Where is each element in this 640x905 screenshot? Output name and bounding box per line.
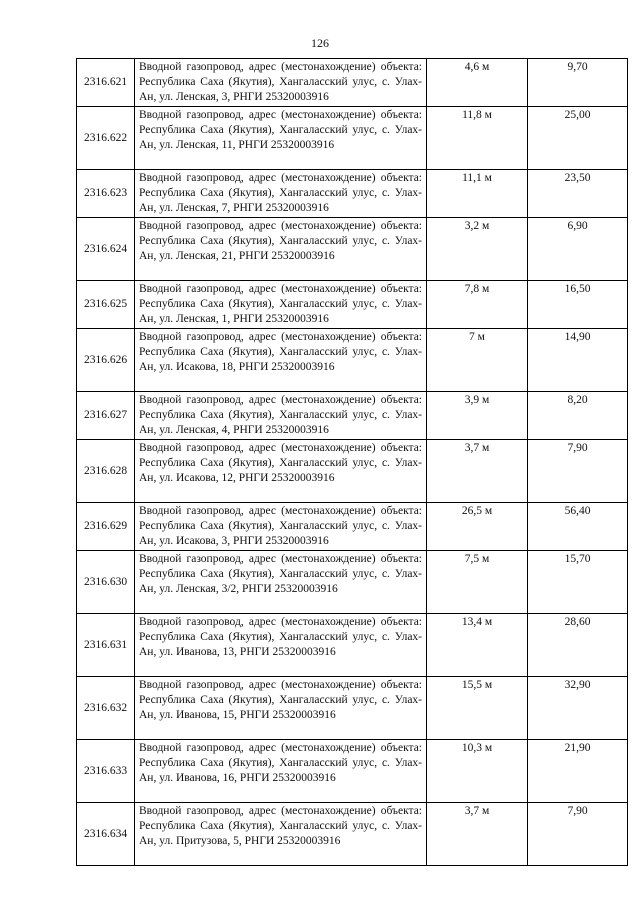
row-number: 2316.622 [77,107,135,170]
row-length: 4,6 м [427,59,528,107]
row-length: 7,5 м [427,551,528,614]
row-length: 11,1 м [427,170,528,218]
row-number: 2316.633 [77,740,135,803]
row-length: 3,7 м [427,803,528,866]
row-length: 10,3 м [427,740,528,803]
row-value: 14,90 [528,329,628,392]
row-length: 13,4 м [427,614,528,677]
row-number: 2316.632 [77,677,135,740]
table-row [77,440,628,503]
row-number: 2316.625 [77,281,135,329]
row-description: Вводной газопровод, адрес (местонахождение) объекта: Республика Саха (Якутия), Хангаласский улус, с. Улах-Ан, ул. Ленская, 3, РНГИ 25320003916 [135,59,427,107]
table-row [77,218,628,281]
row-description: Вводной газопровод, адрес (местонахождение) объекта: Республика Саха (Якутия), Хангаласский улус, с. Улах-Ан, ул. Иванова, 15, РНГИ 25320003916 [135,677,427,740]
row-number: 2316.621 [77,59,135,107]
row-length: 3,9 м [427,392,528,440]
table-row [77,392,628,440]
row-number: 2316.630 [77,551,135,614]
row-value: 8,20 [528,392,628,440]
registry-table [76,58,628,866]
row-number: 2316.628 [77,440,135,503]
row-description: Вводной газопровод, адрес (местонахождение) объекта: Республика Саха (Якутия), Хангаласский улус, с. Улах-Ан, ул. Ленская, 1, РНГИ 25320003916 [135,281,427,329]
row-description: Вводной газопровод, адрес (местонахождение) объекта: Республика Саха (Якутия), Хангаласский улус, с. Улах-Ан, ул. Ленская, 4, РНГИ 25320003916 [135,392,427,440]
table-row [77,329,628,392]
row-length: 3,2 м [427,218,528,281]
row-number: 2316.634 [77,803,135,866]
row-number: 2316.626 [77,329,135,392]
table-row [77,59,628,107]
row-length: 11,8 м [427,107,528,170]
row-number: 2316.629 [77,503,135,551]
row-description: Вводной газопровод, адрес (местонахождение) объекта: Республика Саха (Якутия), Хангаласский улус, с. Улах-Ан, ул. Ленская, 11, РНГИ 25320003916 [135,107,427,170]
table-row [77,803,628,866]
row-length: 3,7 м [427,440,528,503]
table-row [77,614,628,677]
row-description: Вводной газопровод, адрес (местонахождение) объекта: Республика Саха (Якутия), Хангаласский улус, с. Улах-Ан, ул. Ленская, 21, РНГИ 25320003916 [135,218,427,281]
row-description: Вводной газопровод, адрес (местонахождение) объекта: Республика Саха (Якутия), Хангаласский улус, с. Улах-Ан, ул. Иванова, 16, РНГИ 25320003916 [135,740,427,803]
row-number: 2316.623 [77,170,135,218]
row-description: Вводной газопровод, адрес (местонахождение) объекта: Республика Саха (Якутия), Хангаласский улус, с. Улах-Ан, ул. Исакова, 12, РНГИ 25320003916 [135,440,427,503]
row-description: Вводной газопровод, адрес (местонахождение) объекта: Республика Саха (Якутия), Хангаласский улус, с. Улах-Ан, ул. Ленская, 3/2, РНГИ 25320003916 [135,551,427,614]
row-number: 2316.624 [77,218,135,281]
row-value: 32,90 [528,677,628,740]
row-value: 56,40 [528,503,628,551]
row-length: 7 м [427,329,528,392]
row-value: 7,90 [528,803,628,866]
row-value: 9,70 [528,59,628,107]
row-length: 26,5 м [427,503,528,551]
row-description: Вводной газопровод, адрес (местонахождение) объекта: Республика Саха (Якутия), Хангаласский улус, с. Улах-Ан, ул. Исакова, 3, РНГИ 25320003916 [135,503,427,551]
page-number: 126 [311,36,329,50]
table-row [77,677,628,740]
row-value: 15,70 [528,551,628,614]
row-description: Вводной газопровод, адрес (местонахождение) объекта: Республика Саха (Якутия), Хангаласский улус, с. Улах-Ан, ул. Притузова, 5, РНГИ 25320003916 [135,803,427,866]
row-value: 25,00 [528,107,628,170]
row-value: 28,60 [528,614,628,677]
table-row [77,281,628,329]
table-row [77,740,628,803]
table-row [77,107,628,170]
table-row [77,503,628,551]
row-length: 7,8 м [427,281,528,329]
row-description: Вводной газопровод, адрес (местонахождение) объекта: Республика Саха (Якутия), Хангаласский улус, с. Улах-Ан, ул. Ленская, 7, РНГИ 25320003916 [135,170,427,218]
table-row [77,170,628,218]
row-length: 15,5 м [427,677,528,740]
table-row [77,551,628,614]
row-value: 21,90 [528,740,628,803]
row-description: Вводной газопровод, адрес (местонахождение) объекта: Республика Саха (Якутия), Хангаласский улус, с. Улах-Ан, ул. Иванова, 13, РНГИ 25320003916 [135,614,427,677]
row-value: 23,50 [528,170,628,218]
row-value: 16,50 [528,281,628,329]
row-number: 2316.627 [77,392,135,440]
row-number: 2316.631 [77,614,135,677]
row-description: Вводной газопровод, адрес (местонахождение) объекта: Республика Саха (Якутия), Хангаласский улус, с. Улах-Ан, ул. Исакова, 18, РНГИ 25320003916 [135,329,427,392]
row-value: 6,90 [528,218,628,281]
row-value: 7,90 [528,440,628,503]
